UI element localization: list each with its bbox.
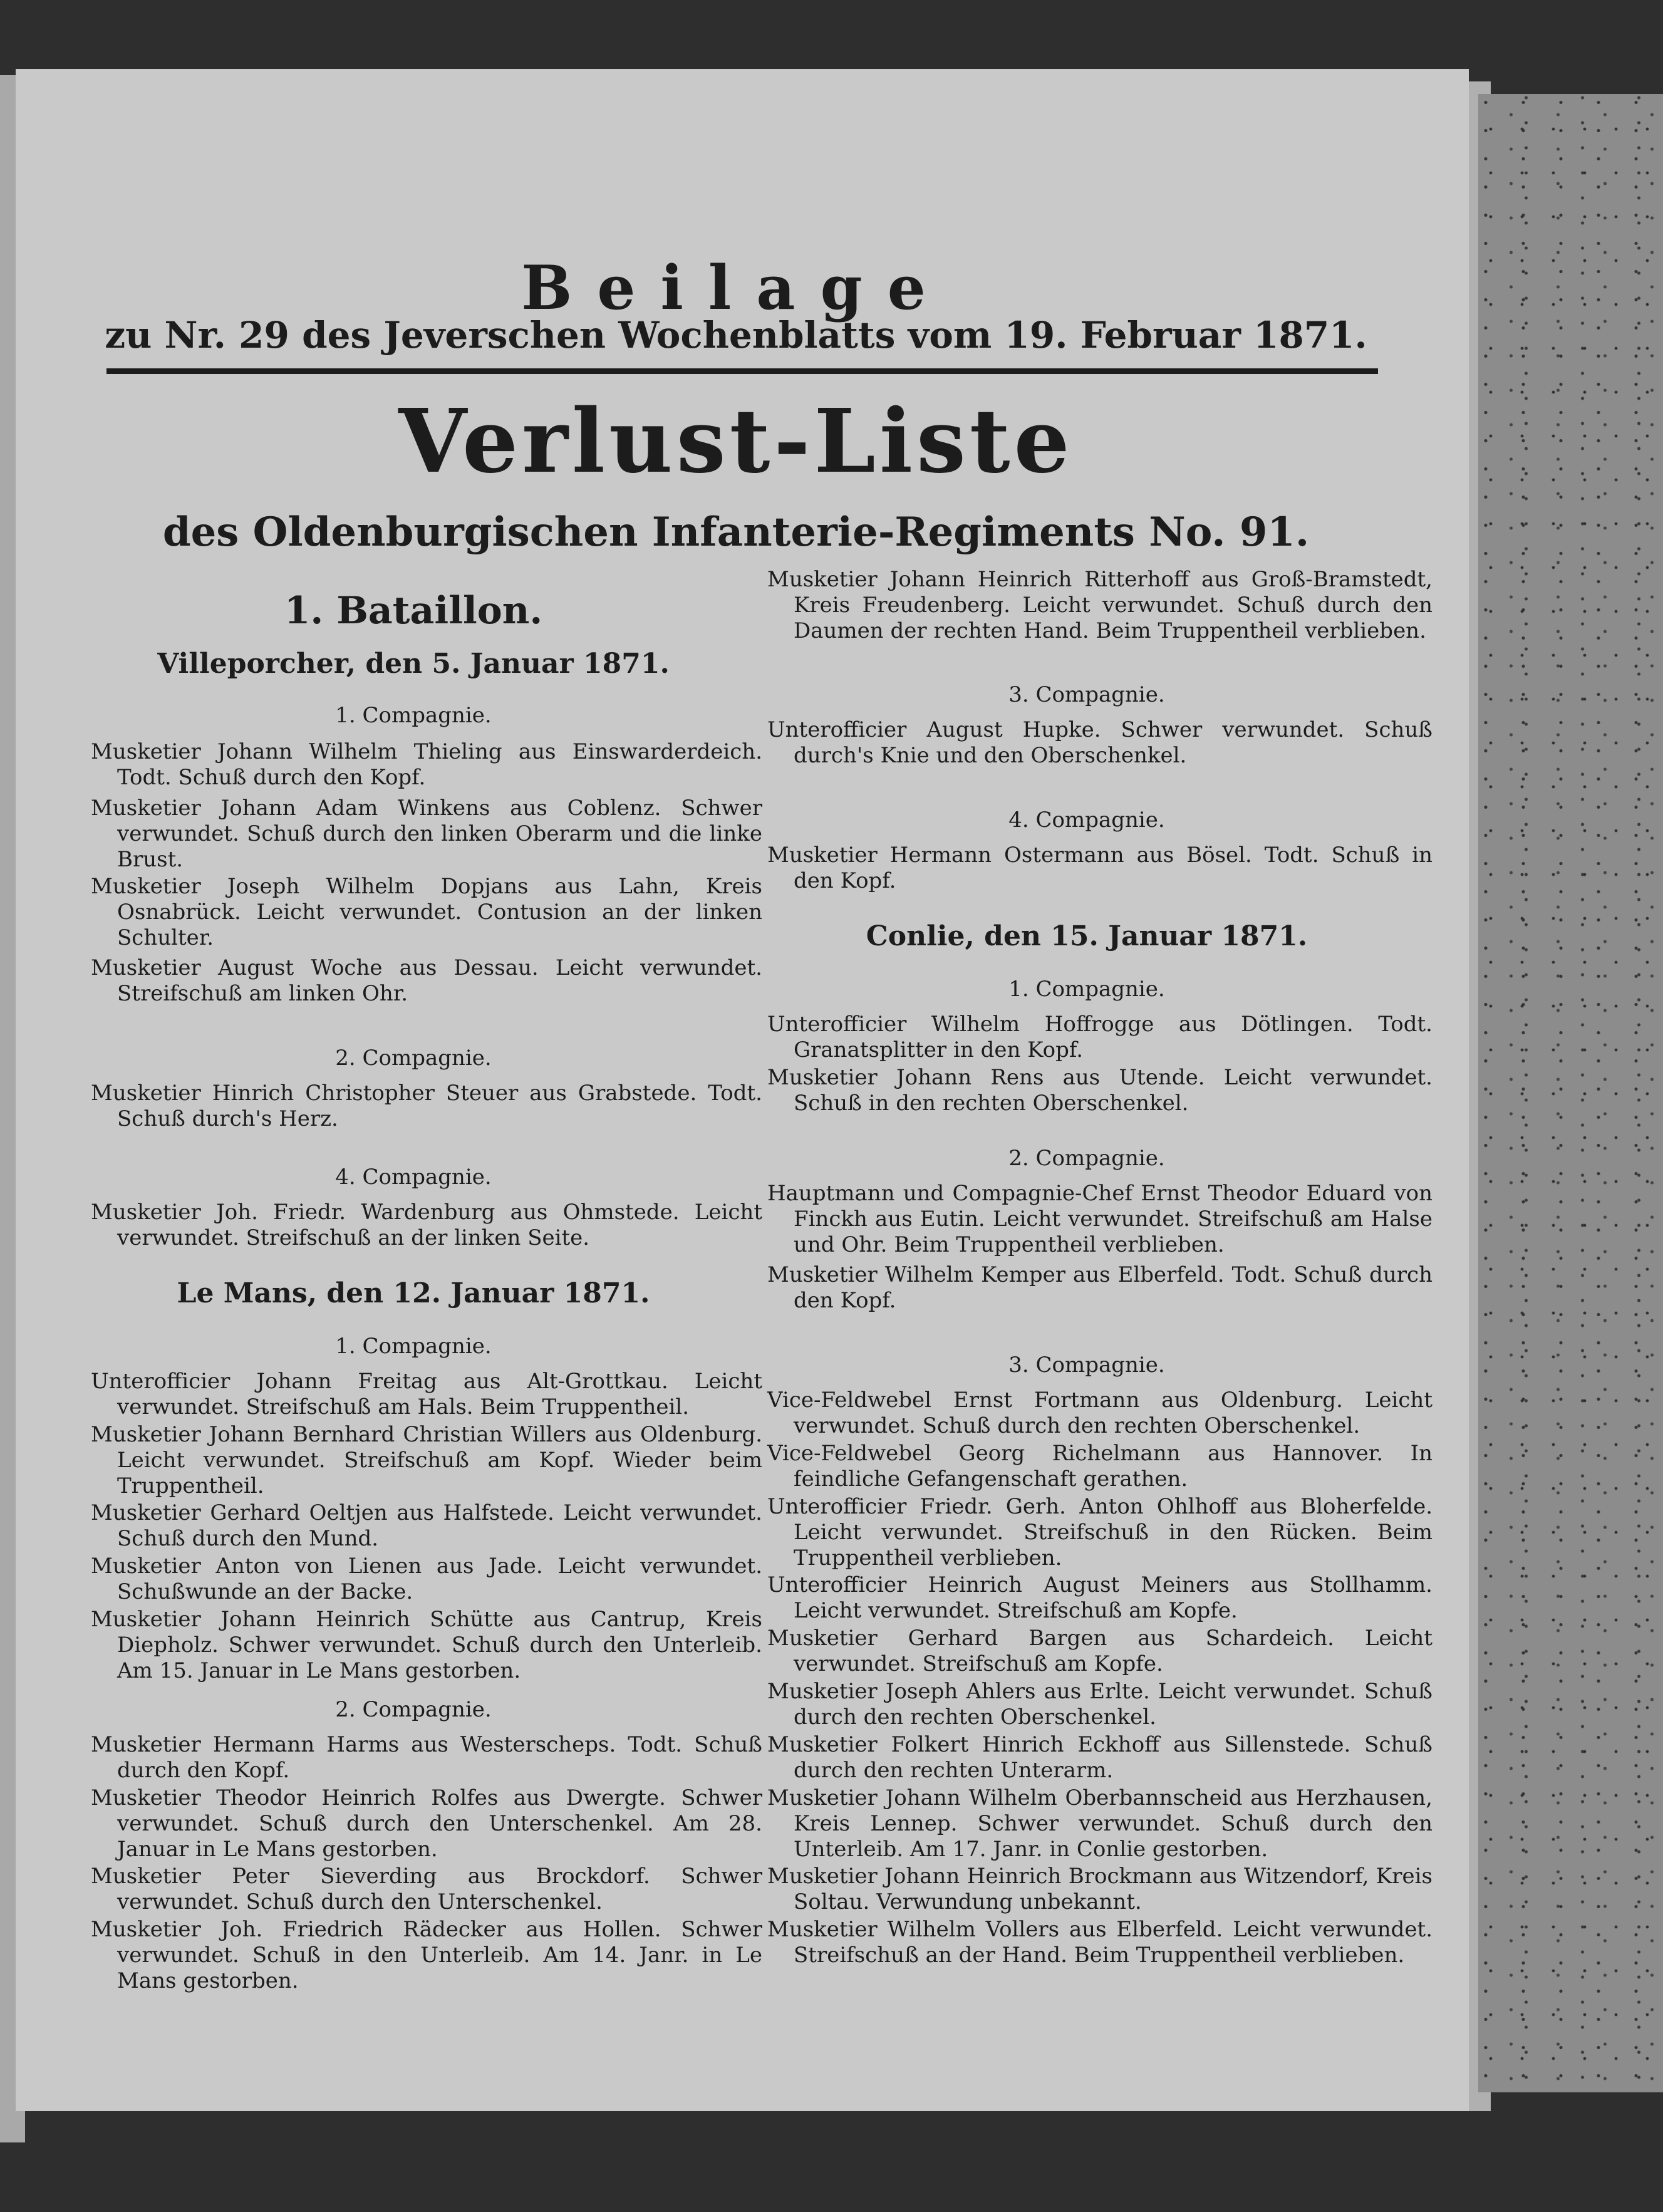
page-content bbox=[91, 166, 1432, 2083]
title-rule bbox=[106, 368, 1378, 374]
casualty-entry: Musketier Folkert Hinrich Eckhoff aus Sillenstede. Schuß durch den rechten Unterarm. bbox=[767, 1732, 1432, 1783]
casualty-entry: Musketier Johann Rens aus Utende. Leicht verwundet. Schuß in den rechten Oberschenkel. bbox=[767, 1065, 1432, 1116]
regiment-heading: des Oldenburgischen Infanterie-Regiments No. 91. bbox=[162, 509, 1310, 556]
casualty-entry: Unterofficier Wilhelm Hoffrogge aus Dötlingen. Todt. Granatsplitter in den Kopf. bbox=[767, 1012, 1432, 1062]
casualty-entry: Unterofficier Johann Freitag aus Alt-Grottkau. Leicht verwundet. Streifschuß am Hals. Beim Truppentheil. bbox=[91, 1369, 762, 1420]
casualty-entry: Unterofficier Heinrich August Meiners aus Stollhamm. Leicht verwundet. Streifschuß am Kopfe. bbox=[767, 1572, 1432, 1623]
casualty-entry: Musketier Wilhelm Kemper aus Elberfeld. Todt. Schuß durch den Kopf. bbox=[767, 1262, 1432, 1313]
casualty-entry: Musketier August Woche aus Dessau. Leicht verwundet. Streifschuß am linken Ohr. bbox=[91, 955, 762, 1006]
casualty-entry: Musketier Johann Heinrich Brockmann aus Witzendorf, Kreis Soltau. Verwundung unbekannt. bbox=[767, 1864, 1432, 1914]
casualty-entry: Unterofficier August Hupke. Schwer verwundet. Schuß durch's Knie und den Oberschenkel. bbox=[767, 717, 1432, 768]
casualty-entry: Vice-Feldwebel Ernst Fortmann aus Oldenburg. Leicht verwundet. Schuß durch den rechten Oberschenkel. bbox=[767, 1388, 1432, 1438]
company-heading: 3. Compagnie. bbox=[1008, 682, 1165, 707]
casualty-entry: Musketier Johann Bernhard Christian Willers aus Oldenburg. Leicht verwundet. Streifschuß am Kopf. Wieder beim Truppentheil. bbox=[91, 1422, 762, 1498]
casualty-entry: Musketier Johann Heinrich Ritterhoff aus Groß-Bramstedt, Kreis Freudenberg. Leicht verwundet. Schuß durch den Daumen der rechten Hand. Beim Truppentheil verblieben. bbox=[767, 567, 1432, 643]
document-page bbox=[16, 69, 1469, 2111]
casualty-entry: Musketier Wilhelm Vollers aus Elberfeld. Leicht verwundet. Streifschuß an der Hand. Beim Truppentheil verblieben. bbox=[767, 1917, 1432, 1968]
casualty-entry: Musketier Peter Sieverding aus Brockdorf. Schwer verwundet. Schuß durch den Unterschenkel. bbox=[91, 1864, 762, 1914]
casualty-entry: Musketier Johann Adam Winkens aus Coblenz. Schwer verwundet. Schuß durch den linken Oberarm und die linke Brust. bbox=[91, 796, 762, 872]
supplement-heading: Beilage bbox=[521, 252, 951, 323]
battle-heading: Le Mans, den 12. Januar 1871. bbox=[177, 1277, 650, 1309]
casualty-entry: Musketier Joh. Friedrich Rädecker aus Hollen. Schwer verwundet. Schuß in den Unterleib. Am 14. Janr. in Le Mans gestorben. bbox=[91, 1917, 762, 1993]
company-heading: 2. Compagnie. bbox=[335, 1697, 492, 1722]
casualty-entry: Musketier Anton von Lienen aus Jade. Leicht verwundet. Schußwunde an der Backe. bbox=[91, 1554, 762, 1604]
casualty-entry: Unterofficier Friedr. Gerh. Anton Ohlhoff aus Bloherfelde. Leicht verwundet. Streifschuß in den Rücken. Beim Truppentheil verblieben. bbox=[767, 1494, 1432, 1571]
casualty-entry: Musketier Theodor Heinrich Rolfes aus Dwergte. Schwer verwundet. Schuß durch den Unterschenkel. Am 28. Januar in Le Mans gestorben. bbox=[91, 1785, 762, 1862]
casualty-entry: Musketier Johann Wilhelm Thieling aus Einswarderdeich. Todt. Schuß durch den Kopf. bbox=[91, 739, 762, 790]
battalion-heading: 1. Bataillon. bbox=[284, 589, 543, 633]
company-heading: 3. Compagnie. bbox=[1008, 1353, 1165, 1378]
page-title: Verlust-Liste bbox=[398, 390, 1074, 493]
company-heading: 2. Compagnie. bbox=[335, 1046, 492, 1071]
battle-heading: Conlie, den 15. Januar 1871. bbox=[866, 920, 1308, 952]
company-heading: 2. Compagnie. bbox=[1008, 1146, 1165, 1171]
casualty-entry: Musketier Hinrich Christopher Steuer aus Grabstede. Todt. Schuß durch's Herz. bbox=[91, 1081, 762, 1131]
company-heading: 1. Compagnie. bbox=[1008, 977, 1165, 1002]
battle-heading: Villeporcher, den 5. Januar 1871. bbox=[157, 648, 670, 680]
casualty-entry: Vice-Feldwebel Georg Richelmann aus Hannover. In feindliche Gefangenschaft gerathen. bbox=[767, 1441, 1432, 1492]
casualty-entry: Musketier Gerhard Bargen aus Schardeich. Leicht verwundet. Streifschuß am Kopfe. bbox=[767, 1626, 1432, 1676]
casualty-entry: Musketier Johann Heinrich Schütte aus Cantrup, Kreis Diepholz. Schwer verwundet. Schuß durch den Unterleib. Am 15. Januar in Le Mans gestorben. bbox=[91, 1607, 762, 1683]
casualty-entry: Musketier Johann Wilhelm Oberbannscheid aus Herzhausen, Kreis Lennep. Schwer verwundet. Schuß durch den Unterleib. Am 17. Janr. in Conlie gestorben. bbox=[767, 1785, 1432, 1862]
casualty-entry: Musketier Joseph Ahlers aus Erlte. Leicht verwundet. Schuß durch den rechten Oberschenkel. bbox=[767, 1679, 1432, 1730]
casualty-entry: Musketier Joseph Wilhelm Dopjans aus Lahn, Kreis Osnabrück. Leicht verwundet. Contusion an der linken Schulter. bbox=[91, 874, 762, 950]
company-heading: 1. Compagnie. bbox=[335, 703, 492, 728]
casualty-entry: Musketier Gerhard Oeltjen aus Halfstede. Leicht verwundet. Schuß durch den Mund. bbox=[91, 1500, 762, 1551]
casualty-entry: Musketier Hermann Harms aus Westerscheps. Todt. Schuß durch den Kopf. bbox=[91, 1732, 762, 1783]
company-heading: 1. Compagnie. bbox=[335, 1334, 492, 1359]
speckled-page-edge bbox=[1478, 94, 1663, 2092]
company-heading: 4. Compagnie. bbox=[1008, 807, 1165, 833]
casualty-entry: Musketier Joh. Friedr. Wardenburg aus Ohmstede. Leicht verwundet. Streifschuß an der linken Seite. bbox=[91, 1200, 762, 1250]
casualty-entry: Musketier Hermann Ostermann aus Bösel. Todt. Schuß in den Kopf. bbox=[767, 843, 1432, 893]
company-heading: 4. Compagnie. bbox=[335, 1165, 492, 1190]
supplement-subtitle: zu Nr. 29 des Jeverschen Wochenblatts vom 19. Februar 1871. bbox=[105, 314, 1367, 356]
casualty-entry: Hauptmann und Compagnie-Chef Ernst Theodor Eduard von Finckh aus Eutin. Leicht verwundet. Streifschuß am Halse und Ohr. Beim Truppentheil verblieben. bbox=[767, 1181, 1432, 1257]
